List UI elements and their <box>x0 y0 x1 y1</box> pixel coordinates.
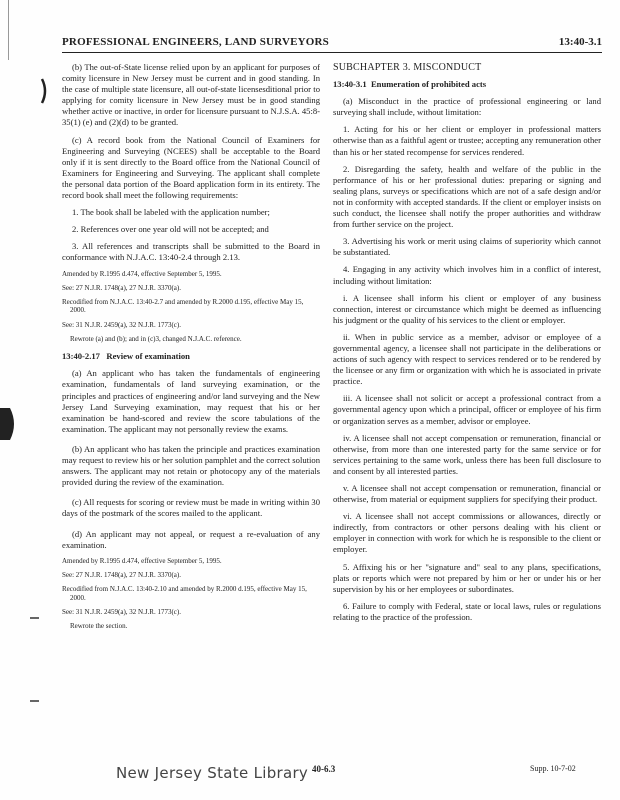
history-note: See: 31 N.J.R. 2459(a), 32 N.J.R. 1773(c). <box>62 607 181 616</box>
left-column <box>62 62 320 638</box>
requirement-2: 2. References over one year old will not be accepted; and <box>72 224 269 235</box>
section-title: Review of examination <box>106 351 190 362</box>
history-note: Rewrote the section. <box>70 622 128 631</box>
history-note: Amended by R.1995 d.474, effective September 5, 1995. <box>62 556 222 565</box>
library-watermark: New Jersey State Library <box>116 764 309 782</box>
margin-bracket-mark <box>40 78 50 104</box>
section-heading <box>333 79 601 90</box>
revision-mark <box>30 617 39 619</box>
subitem-ii: ii. When in public service as a member, advisor or employee of a governmental agency, a licensee shall not participate in the deliberations or actions of such agency with respect to services rendered or to be rendered by the licensee or any firm or organization with which he is associated in private practice. <box>333 331 601 387</box>
section-title: Enumeration of prohibited acts <box>370 79 487 90</box>
paragraph-b: (b) An applicant who has taken the principle and practices examination may request to review his or her solution pamphlet and the correct solution answers. The applicant may not retain or photocopy any of the materials provided during the review of the examination. <box>62 443 320 488</box>
requirement-3: 3. All references and transcripts shall be submitted to the Board in conformance with N.J.A.C. 13:40-2.4 through 2.13. <box>62 241 320 263</box>
item-6: 6. Failure to comply with Federal, state or local laws, rules or regulations relating to the practice of the profession. <box>333 600 601 622</box>
paragraph-d: (d) An applicant may not appeal, or request a re-evaluation of any examination. <box>62 528 320 550</box>
subchapter-title: SUBCHAPTER 3. MISCONDUCT <box>333 62 482 73</box>
subitem-v: v. A licensee shall not accept compensation or remuneration, financial or otherwise, from material or equipment suppliers for specifying their product. <box>333 483 601 505</box>
subitem-vi: vi. A licensee shall not accept commissions or allowances, directly or indirectly, from contractors or other persons dealing with his client or employer in connection with work for which he is responsible to the client or employer. <box>333 511 601 555</box>
subitem-i: i. A licensee shall inform his client or employer of any business connection, interest or circumstance which might be deemed as influencing his judgment or the quality of his services to the client or employer. <box>333 292 601 325</box>
item-5: 5. Affixing his or her "signature and" seal to any plans, specifications, plats or reports which were not prepared by him or her or under his or her supervision by his or her employees or subordinates. <box>333 561 601 594</box>
page-number: 40-6.3 <box>312 764 336 774</box>
section-number: 13:40-3.1 <box>333 79 367 90</box>
history-note: See: 31 N.J.R. 2459(a), 32 N.J.R. 1773(c). <box>62 320 181 329</box>
header-title: PROFESSIONAL ENGINEERS, LAND SURVEYORS <box>62 36 329 48</box>
supplement-date: Supp. 10-7-02 <box>530 764 576 773</box>
history-note: See: 27 N.J.R. 1748(a), 27 N.J.R. 3370(a). <box>62 570 181 579</box>
paragraph-c: (c) A record book from the National Council of Examiners for Engineering and Surveying (NCEES) shall be acceptable to the Board only if it is sent directly to the Board office from the National Council of Examiners for Engineering and Surveying. The applicant shall complete the personal data portion of the Board application form in its entirety. The record book shall meet the following requirements: <box>62 134 320 201</box>
subitem-iv: iv. A licensee shall not accept compensation or remuneration, financial or otherwise, from more than one interested party for the same service or for services pertaining to the same work, unless there has been full disclosure to and consent by all interested parties. <box>333 432 601 476</box>
header-section: 13:40-3.1 <box>558 36 602 48</box>
binding-hole-mark <box>0 408 20 440</box>
paragraph-a: (a) An applicant who has taken the fundamentals of engineering examination, fundamentals of land surveying examination, or the principles and practices of engineering and/or land surveying and the New Jersey Land Surveying examination, may request that his or her examination be hand-scored and review the score tabulations of the examination. The applicant may not personally review the exams. <box>62 368 320 434</box>
item-4: 4. Engaging in any activity which involves him in a conflict of interest, including without limitation: <box>333 264 601 286</box>
paragraph-a: (a) Misconduct in the practice of professional engineering or land surveying shall include, without limitation: <box>333 96 601 118</box>
margin-rule <box>8 0 9 60</box>
history-notes <box>62 270 320 344</box>
section-heading <box>62 351 320 362</box>
requirement-1: 1. The book shall be labeled with the application number; <box>72 207 270 218</box>
history-note: Recodified from N.J.A.C. 13:40-2.7 and amended by R.2000 d.195, effective May 15, 2000. <box>62 298 304 315</box>
right-column <box>333 62 601 629</box>
revision-mark <box>30 700 39 702</box>
history-note: Rewrote (a) and (b); and in (c)3, changed N.J.A.C. reference. <box>70 334 242 343</box>
item-3: 3. Advertising his work or merit using claims of superiority which cannot be substantiated. <box>333 236 601 258</box>
paragraph-c: (c) All requests for scoring or review must be made in writing within 30 days of the postmark of the scores mailed to the applicant. <box>62 497 320 519</box>
history-note: Recodified from N.J.A.C. 13:40-2.10 and amended by R.2000 d.195, effective May 15, 2000. <box>62 585 307 602</box>
item-2: 2. Disregarding the safety, health and welfare of the public in the performance of his or her professional duties: preparing or signing and sealing plans, surveys or specifications which are not of a safe design and/or not in conformity with accepted standards. If the client or employer insists on such conduct, the licensee shall notify the proper authorities and withdraw from further service on the project. <box>333 163 601 230</box>
running-header <box>62 36 602 53</box>
history-note: Amended by R.1995 d.474, effective September 5, 1995. <box>62 269 222 278</box>
history-notes <box>62 557 320 631</box>
paragraph-b: (b) The out-of-State license relied upon by an applicant for purposes of comity licensure in New Jersey must be current and in good standing. In the case of multiple state licensure, all out-of-state licensesditional prior to applying for comity licensure in New Jersey must be in good standing whether active or inactive, in order for licensure pursuant to N.J.S.A. 45:8-35(1) (e) and (2)(d) to be granted. <box>62 62 320 128</box>
subitem-iii: iii. A licensee shall not solicit or accept a professional contract from a governmental agency upon which a principal, officer or employee of his firm or organization serves as a member, advisor or employee. <box>333 393 601 426</box>
history-note: See: 27 N.J.R. 1748(a), 27 N.J.R. 3370(a). <box>62 283 181 292</box>
item-1: 1. Acting for his or her client or employer in professional matters otherwise than as a faithful agent or trustee; accepting any remuneration other than his or her stated recompense for services rendered. <box>333 124 601 157</box>
section-number: 13:40-2.17 <box>62 351 100 362</box>
